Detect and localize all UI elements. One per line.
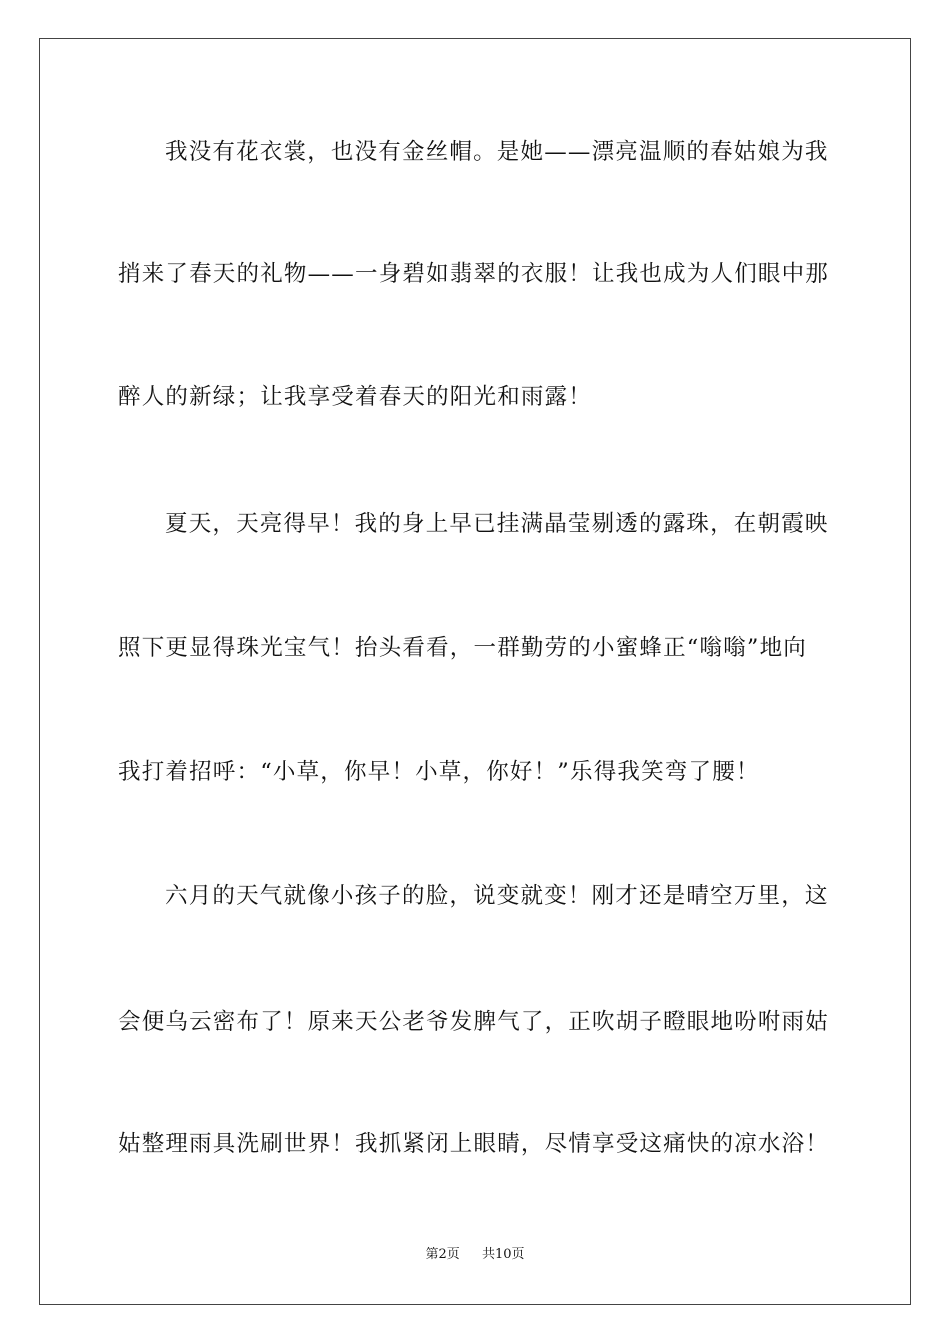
- page-border: [39, 38, 911, 1305]
- paragraph-3-line-3: 姑整理雨具洗刷世界！我抓紧闭上眼睛，尽情享受这痛快的凉水浴！: [118, 1131, 830, 1157]
- paragraph-2-line-1: 夏天，天亮得早！我的身上早已挂满晶莹剔透的露珠，在朝霞映: [165, 511, 829, 537]
- paragraph-3-line-2: 会便乌云密布了！原来天公老爷发脾气了，正吹胡子瞪眼地吩咐雨姑: [118, 1009, 830, 1035]
- paragraph-1-line-2: 捎来了春天的礼物——一身碧如翡翠的衣服！让我也成为人们眼中那: [118, 261, 830, 287]
- paragraph-2-line-2: 照下更显得珠光宝气！抬头看看，一群勤劳的小蜜蜂正“嗡嗡”地向: [118, 635, 808, 661]
- paragraph-3-line-1: 六月的天气就像小孩子的脸，说变就变！刚才还是晴空万里，这: [165, 883, 829, 909]
- paragraph-1-line-3: 醉人的新绿；让我享受着春天的阳光和雨露！: [118, 384, 593, 410]
- paragraph-1-line-1: 我没有花衣裳，也没有金丝帽。是她——漂亮温顺的春姑娘为我: [165, 139, 829, 165]
- total-pages: 共10页: [482, 1247, 525, 1262]
- paragraph-2-line-3: 我打着招呼：“小草，你早！小草，你好！”乐得我笑弯了腰！: [118, 759, 760, 785]
- page-number: 第2页: [425, 1247, 460, 1262]
- page-footer: [0, 1246, 950, 1264]
